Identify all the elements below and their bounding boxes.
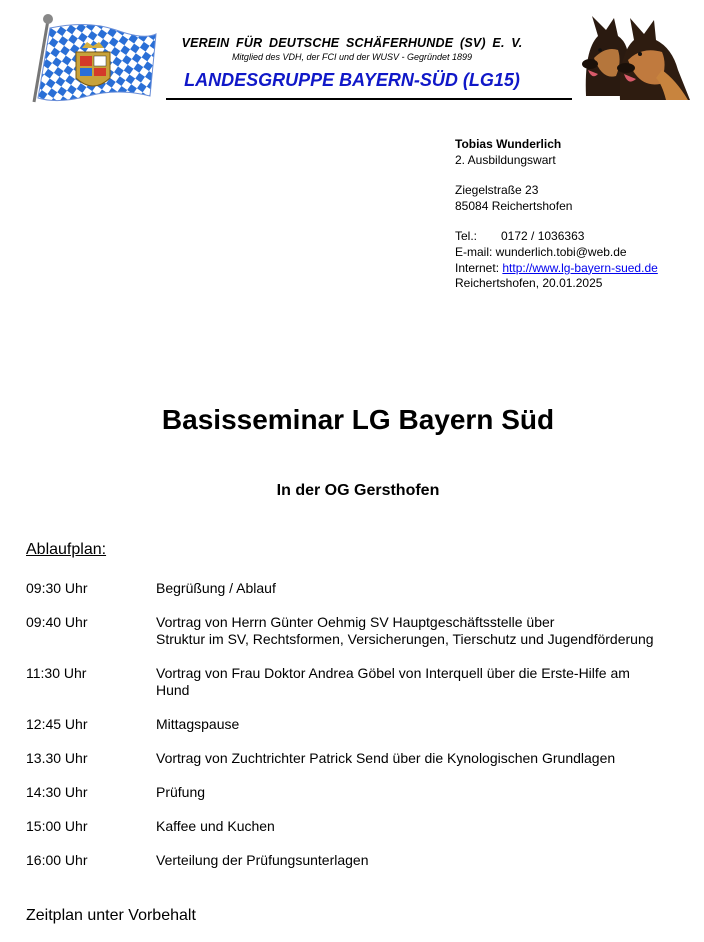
schedule-row (26, 818, 696, 835)
schedule-row (26, 784, 696, 801)
contact-phone (455, 229, 658, 245)
org-group-title: LANDESGRUPPE BAYERN-SÜD (LG15) (184, 70, 520, 90)
internet-label: Internet: (455, 260, 500, 275)
footer-note: Zeitplan unter Vorbehalt (26, 907, 196, 924)
org-name: VEREIN FÜR DEUTSCHE SCHÄFERHUNDE (SV) E. V. (181, 36, 523, 50)
schedule-desc: Vortrag von Zuchtrichter Patrick Send über die Kynologischen Grundlagen (156, 750, 616, 766)
schedule-heading: Ablaufplan: (26, 541, 107, 558)
schedule-desc: Vortrag von Frau Doktor Andrea Göbel von Interquell über die Erste-Hilfe am Hund (156, 665, 630, 698)
contact-street: Ziegelstraße 23 (455, 183, 539, 198)
schedule-desc: Vortrag von Herrn Günter Oehmig SV Hauptgeschäftsstelle über Struktur im SV, Rechtsformen, Versicherungen, Tierschutz und Jugendförderung (156, 614, 654, 647)
page-subtitle: In der OG Gersthofen (276, 482, 440, 499)
schedule-desc: Verteilung der Prüfungsunterlagen (156, 852, 369, 868)
schedule-row (26, 716, 696, 733)
schedule-desc: Prüfung (156, 784, 206, 800)
org-subtitle: Mitglied des VDH, der FCI und der WUSV - Gegründet 1899 (231, 52, 473, 62)
contact-internet (455, 261, 658, 277)
schedule-list (26, 580, 696, 886)
schedule-row (26, 852, 696, 869)
schedule-time: 14:30 Uhr (26, 784, 88, 800)
phone-value: 0172 / 1036363 (501, 229, 585, 244)
schedule-desc: Kaffee und Kuchen (156, 818, 275, 834)
schedule-row (26, 750, 696, 767)
contact-date: Reichertshofen, 20.01.2025 (455, 276, 603, 291)
schedule-row (26, 665, 696, 699)
schedule-row (26, 580, 696, 597)
contact-block (455, 137, 658, 292)
schedule-desc: Begrüßung / Ablauf (156, 580, 276, 596)
schedule-desc: Mittagspause (156, 716, 240, 732)
contact-role: 2. Ausbildungswart (455, 152, 556, 167)
phone-label: Tel.: (455, 229, 478, 244)
contact-city: 85084 Reichertshofen (455, 198, 573, 213)
website-link[interactable]: http://www.lg-bayern-sued.de (502, 260, 658, 275)
contact-name: Tobias Wunderlich (455, 137, 562, 151)
schedule-row (26, 614, 696, 648)
page-title: Basisseminar LG Bayern Süd (161, 404, 555, 435)
schedule-time: 16:00 Uhr (26, 852, 88, 868)
schedule-time: 13.30 Uhr (26, 750, 88, 766)
schedule-time: 15:00 Uhr (26, 818, 88, 834)
header-divider (166, 98, 572, 100)
contact-email: E-mail: wunderlich.tobi@web.de (455, 244, 627, 259)
schedule-time: 12:45 Uhr (26, 716, 88, 732)
schedule-time: 09:40 Uhr (26, 614, 88, 630)
schedule-time: 09:30 Uhr (26, 580, 88, 596)
schedule-time: 11:30 Uhr (26, 665, 87, 681)
